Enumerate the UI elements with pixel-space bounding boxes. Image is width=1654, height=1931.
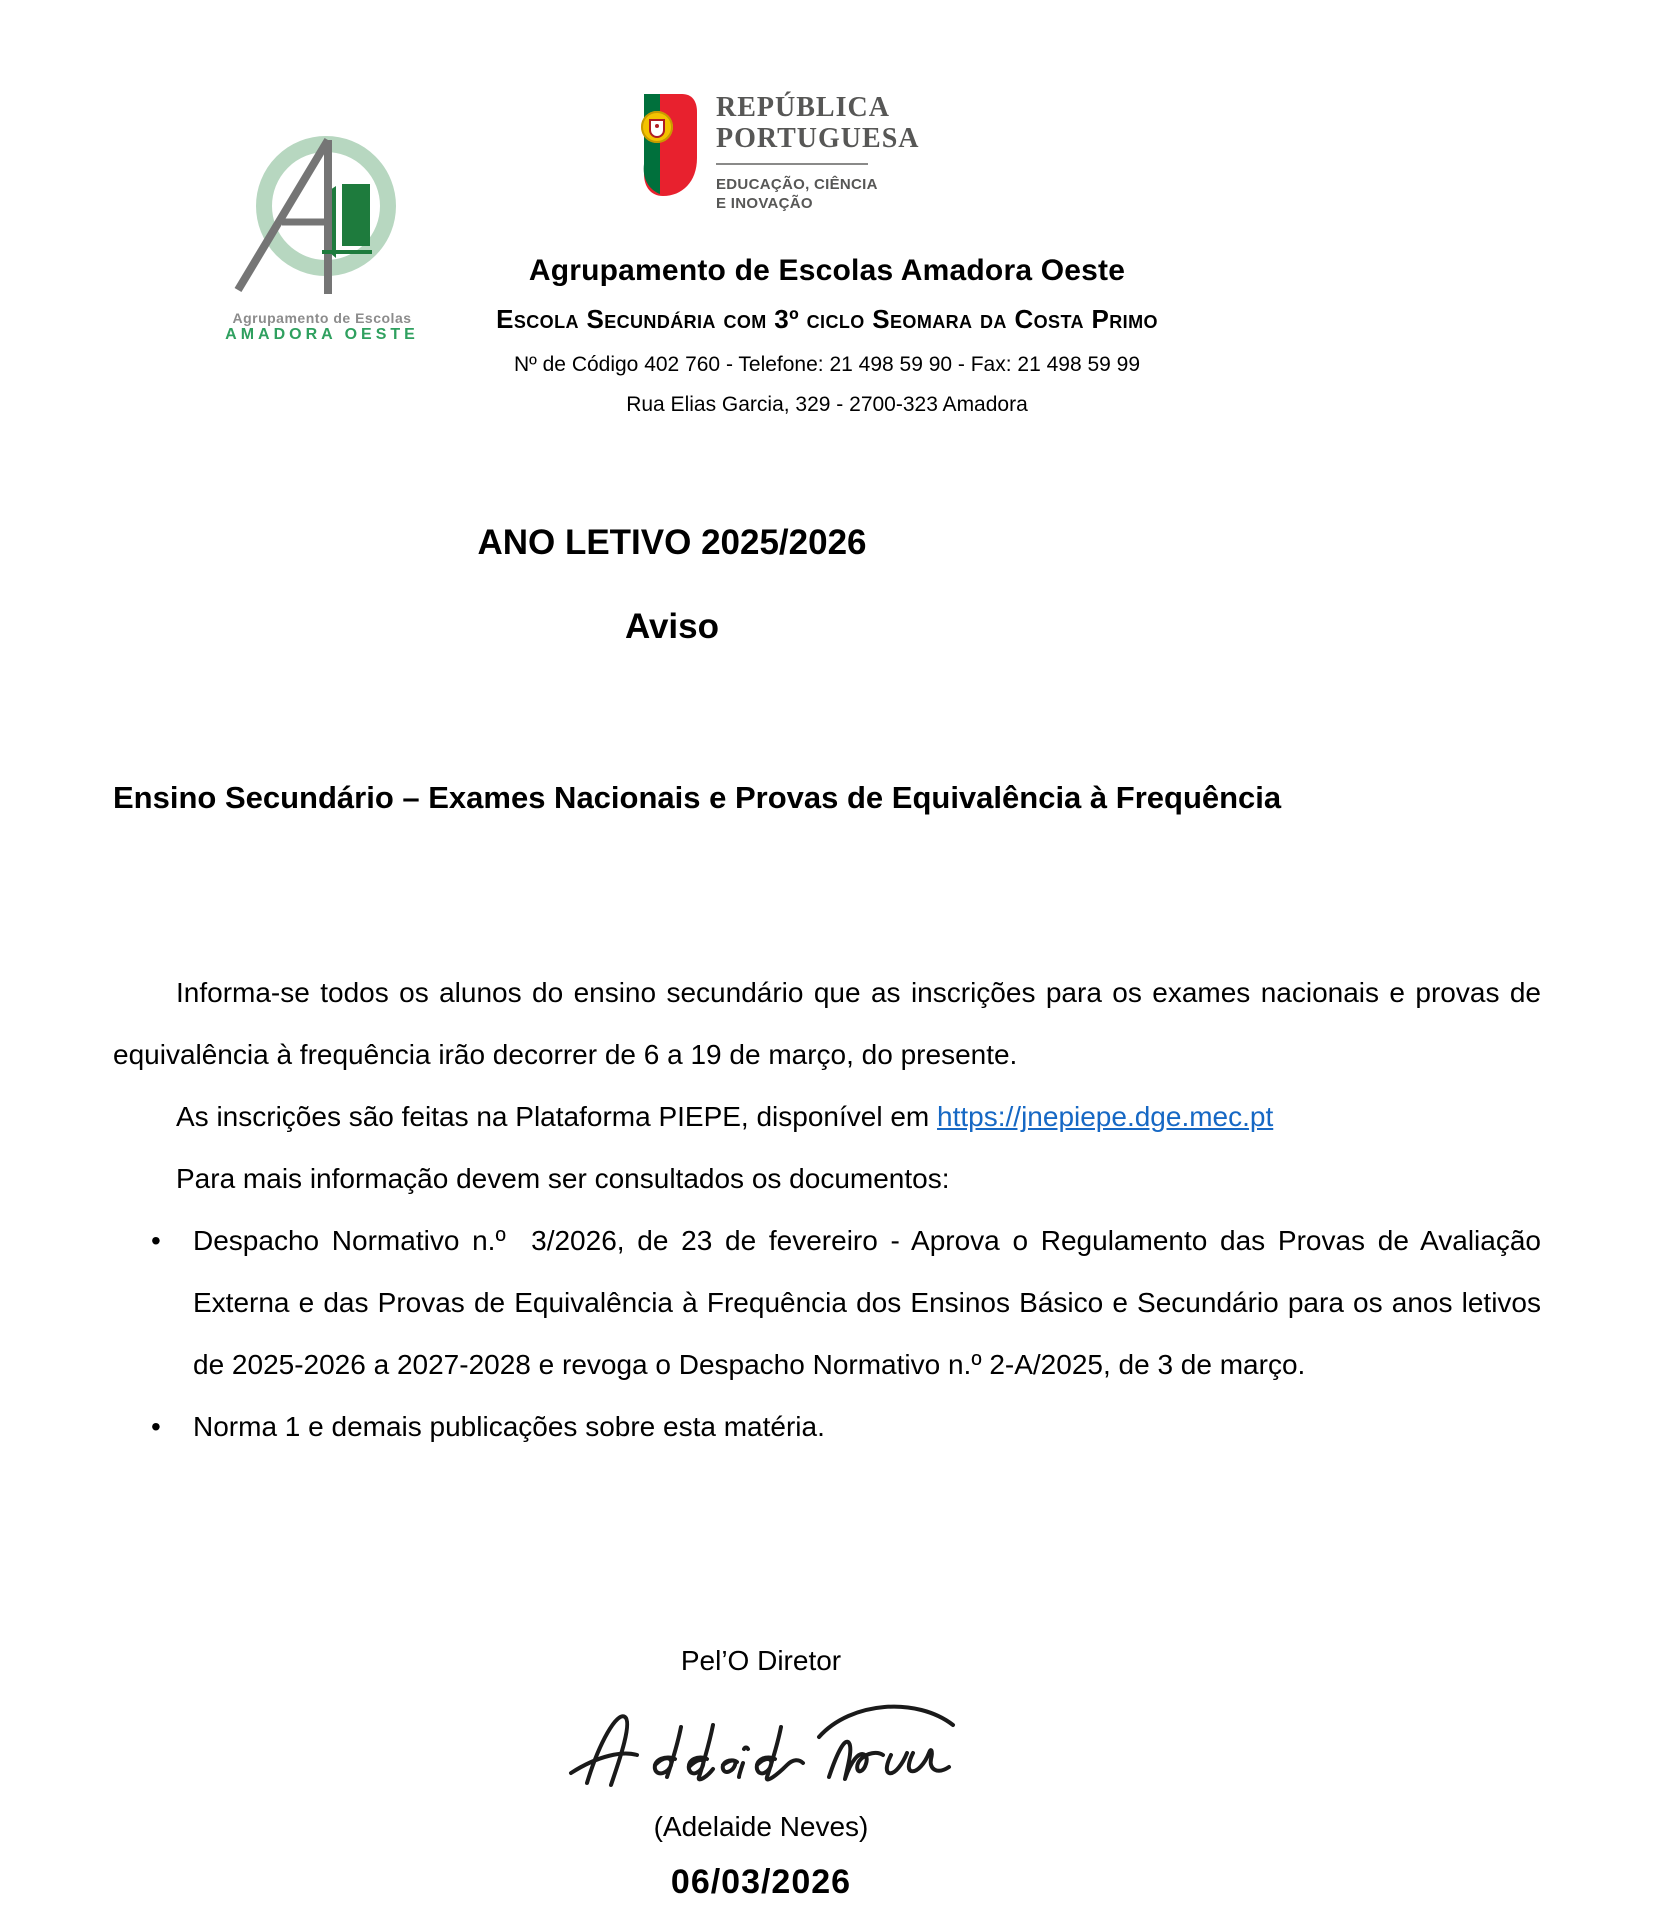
- paragraph-platform-text: As inscrições são feitas na Plataforma PIEPE, disponível em: [176, 1101, 938, 1132]
- school-year-title: ANO LETIVO 2025/2026: [477, 523, 867, 562]
- paragraph-platform: [113, 1086, 1541, 1148]
- gov-subtitle-line2: E INOVAÇÃO: [716, 195, 813, 212]
- address-line: Rua Elias Garcia, 329 - 2700-323 Amadora: [626, 393, 1028, 416]
- school-logo-caption-1: Agrupamento de Escolas: [232, 310, 412, 326]
- section-title: Ensino Secundário – Exames Nacionais e Provas de Equivalência à Frequência: [113, 780, 1282, 815]
- gov-title-line1: REPÚBLICA: [716, 92, 890, 123]
- contact-line: Nº de Código 402 760 - Telefone: 21 498 59 90 - Fax: 21 498 59 99: [513, 353, 1141, 376]
- letterhead: [0, 254, 1654, 417]
- gov-logo: [630, 92, 919, 213]
- piepe-link[interactable]: https://jnepiepe.dge.mec.pt: [937, 1101, 1274, 1132]
- bullet-icon: •: [151, 1225, 161, 1256]
- gov-subtitle-line1: EDUCAÇÃO, CIÊNCIA: [716, 176, 878, 193]
- handwritten-signature: [551, 1685, 971, 1800]
- paragraph-intro: Informa-se todos os alunos do ensino secundário que as inscrições para os exames nacionais e provas de equivalência à frequência irão decorrer de 6 a 19 de março, do presente.: [113, 977, 1549, 1070]
- list-item-despacho: [113, 1210, 1549, 1396]
- notice-title: Aviso: [624, 607, 719, 646]
- gov-title-line2: PORTUGUESA: [716, 123, 920, 154]
- notice-date: 06/03/2026: [670, 1863, 852, 1901]
- school-name: Escola Secundária com 3º ciclo Seomara da Costa Primo: [496, 304, 1158, 334]
- signer-name: (Adelaide Neves): [653, 1811, 869, 1842]
- organization-name: Agrupamento de Escolas Amadora Oeste: [528, 254, 1126, 287]
- list-item-despacho-text: Despacho Normativo n.º 3/2026, de 23 de fevereiro - Aprova o Regulamento das Provas de Avaliação Externa e das Provas de Equivalência à Frequência dos Ensinos Básico e Secundário para os anos letivos de 2025-2026 a 2027-2028 e revoga o Despacho Normativo n.º 2-A/2025, de 3 de março.: [193, 1225, 1549, 1380]
- signature-block: [0, 1645, 1522, 1902]
- gov-logo-divider: [716, 163, 868, 165]
- documents-list: [113, 1210, 1549, 1458]
- school-logo-caption-2: AMADORA OESTE: [225, 326, 419, 343]
- gov-logo-text: [716, 92, 919, 213]
- list-item-norma: [113, 1396, 1541, 1458]
- paragraph-more-info: Para mais informação devem ser consultados os documentos:: [176, 1163, 950, 1194]
- notice-body: [113, 962, 1549, 1458]
- signer-role: Pel’O Diretor: [680, 1645, 842, 1676]
- bullet-icon: •: [151, 1411, 161, 1442]
- list-item-norma-text: Norma 1 e demais publicações sobre esta matéria.: [193, 1411, 825, 1442]
- portugal-flag-icon: [630, 92, 698, 198]
